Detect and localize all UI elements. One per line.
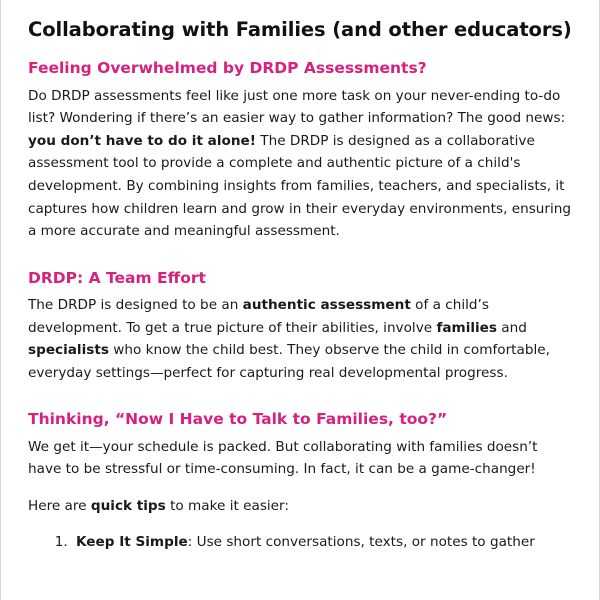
section-paragraph-overwhelmed: Do DRDP assessments feel like just one more task on your never-ending to-do list? Wondering if there’s an easier way to gather information? The good news: you don’t have to do it alone! The DRDP is designed as a collaborative assessment tool to provide a complete and authentic picture of a child's development. By combining insights from families, teachers, and specialists, it captures how children learn and grow in their everyday environments, ensuring a more accurate and meaningful assessment.: [28, 87, 572, 240]
tips-intro: Here are quick tips to make it easier:: [28, 497, 289, 514]
section-heading-team-effort: DRDP: A Team Effort: [28, 268, 206, 287]
section-heading-talk-to-families: Thinking, “Now I Have to Talk to Families, too?”: [28, 410, 448, 429]
section-paragraph-talk-to-families: We get it—your schedule is packed. But collaborating with families doesn’t have to be stressful or time-consuming. In fact, it can be a game-changer!: [28, 438, 538, 478]
page-title: Collaborating with Families (and other educators): [28, 18, 572, 41]
page-left-border: [0, 0, 1, 600]
quick-tips-list: [28, 531, 574, 554]
section-heading-overwhelmed: Feeling Overwhelmed by DRDP Assessments?: [28, 59, 427, 78]
section-paragraph-team-effort: The DRDP is designed to be an authentic assessment of a child’s development. To get a true picture of their abilities, involve families and specialists who know the child best. They observe the child in comfortable, everyday settings—perfect for capturing real developmental progress.: [28, 297, 550, 381]
list-item: 1. Keep It Simple: Use short conversations, texts, or notes to gather: [72, 531, 574, 554]
